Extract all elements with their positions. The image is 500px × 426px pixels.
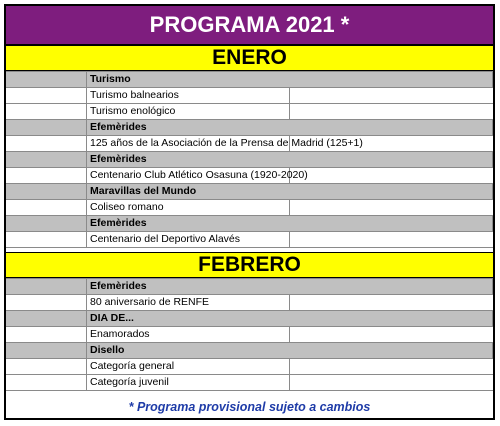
table-row: [6, 104, 493, 120]
blank-cell: [290, 200, 493, 216]
section-label: Efemèrides: [87, 216, 493, 232]
item-label: Categoría juvenil: [87, 375, 290, 391]
item-label: 80 aniversario de RENFE: [87, 295, 290, 311]
item-label: 125 años de la Asociación de la Prensa de Madrid (125+1): [87, 136, 290, 152]
section-row: [6, 343, 493, 359]
blank-cell: [290, 104, 493, 120]
blank-cell: [6, 375, 87, 391]
blank-cell: [290, 88, 493, 104]
month-header-enero: ENERO: [6, 45, 493, 71]
section-label: Efemèrides: [87, 279, 493, 295]
blank-cell: [6, 343, 87, 359]
month-table-enero: [6, 71, 493, 248]
table-row: [6, 200, 493, 216]
blank-cell: [6, 279, 87, 295]
blank-cell: [6, 232, 87, 248]
blank-cell: [6, 327, 87, 343]
table-row: [6, 359, 493, 375]
blank-cell: [290, 168, 493, 184]
item-label: Enamorados: [87, 327, 290, 343]
item-label: Coliseo romano: [87, 200, 290, 216]
blank-cell: [6, 200, 87, 216]
item-label: Categoría general: [87, 359, 290, 375]
item-label: Centenario del Deportivo Alavés: [87, 232, 290, 248]
blank-cell: [290, 232, 493, 248]
section-row: [6, 279, 493, 295]
blank-cell: [6, 104, 87, 120]
program-sheet: [4, 4, 495, 420]
blank-cell: [6, 88, 87, 104]
section-row: [6, 152, 493, 168]
table-row: [6, 232, 493, 248]
section-label: Maravillas del Mundo: [87, 184, 493, 200]
blank-cell: [6, 184, 87, 200]
month-table-febrero: [6, 278, 493, 391]
blank-cell: [6, 136, 87, 152]
table-row: [6, 327, 493, 343]
item-label: Centenario Club Atlético Osasuna (1920-2020): [87, 168, 290, 184]
item-label: Turismo enológico: [87, 104, 290, 120]
section-row: [6, 311, 493, 327]
month-header-febrero: FEBRERO: [6, 252, 493, 278]
section-label: Efemèrides: [87, 152, 493, 168]
table-row: [6, 136, 493, 152]
blank-cell: [6, 72, 87, 88]
table-row: [6, 375, 493, 391]
blank-cell: [290, 295, 493, 311]
section-label: DIA DE...: [87, 311, 493, 327]
blank-cell: [290, 375, 493, 391]
section-label: Turismo: [87, 72, 493, 88]
blank-cell: [6, 311, 87, 327]
blank-cell: [290, 327, 493, 343]
footer-note: * Programa provisional sujeto a cambios: [128, 400, 371, 414]
table-row: [6, 295, 493, 311]
blank-cell: [6, 295, 87, 311]
section-row: [6, 120, 493, 136]
blank-cell: [6, 216, 87, 232]
section-row: [6, 216, 493, 232]
section-label: Efemèrides: [87, 120, 493, 136]
table-row: [6, 88, 493, 104]
blank-cell: [6, 168, 87, 184]
blank-cell: [6, 120, 87, 136]
blank-cell: [290, 359, 493, 375]
page-title: PROGRAMA 2021 *: [6, 6, 493, 45]
section-row: [6, 184, 493, 200]
table-row: [6, 168, 493, 184]
section-row: [6, 72, 493, 88]
blank-cell: [6, 359, 87, 375]
item-label: Turismo balnearios: [87, 88, 290, 104]
section-label: Disello: [87, 343, 493, 359]
blank-cell: [6, 152, 87, 168]
